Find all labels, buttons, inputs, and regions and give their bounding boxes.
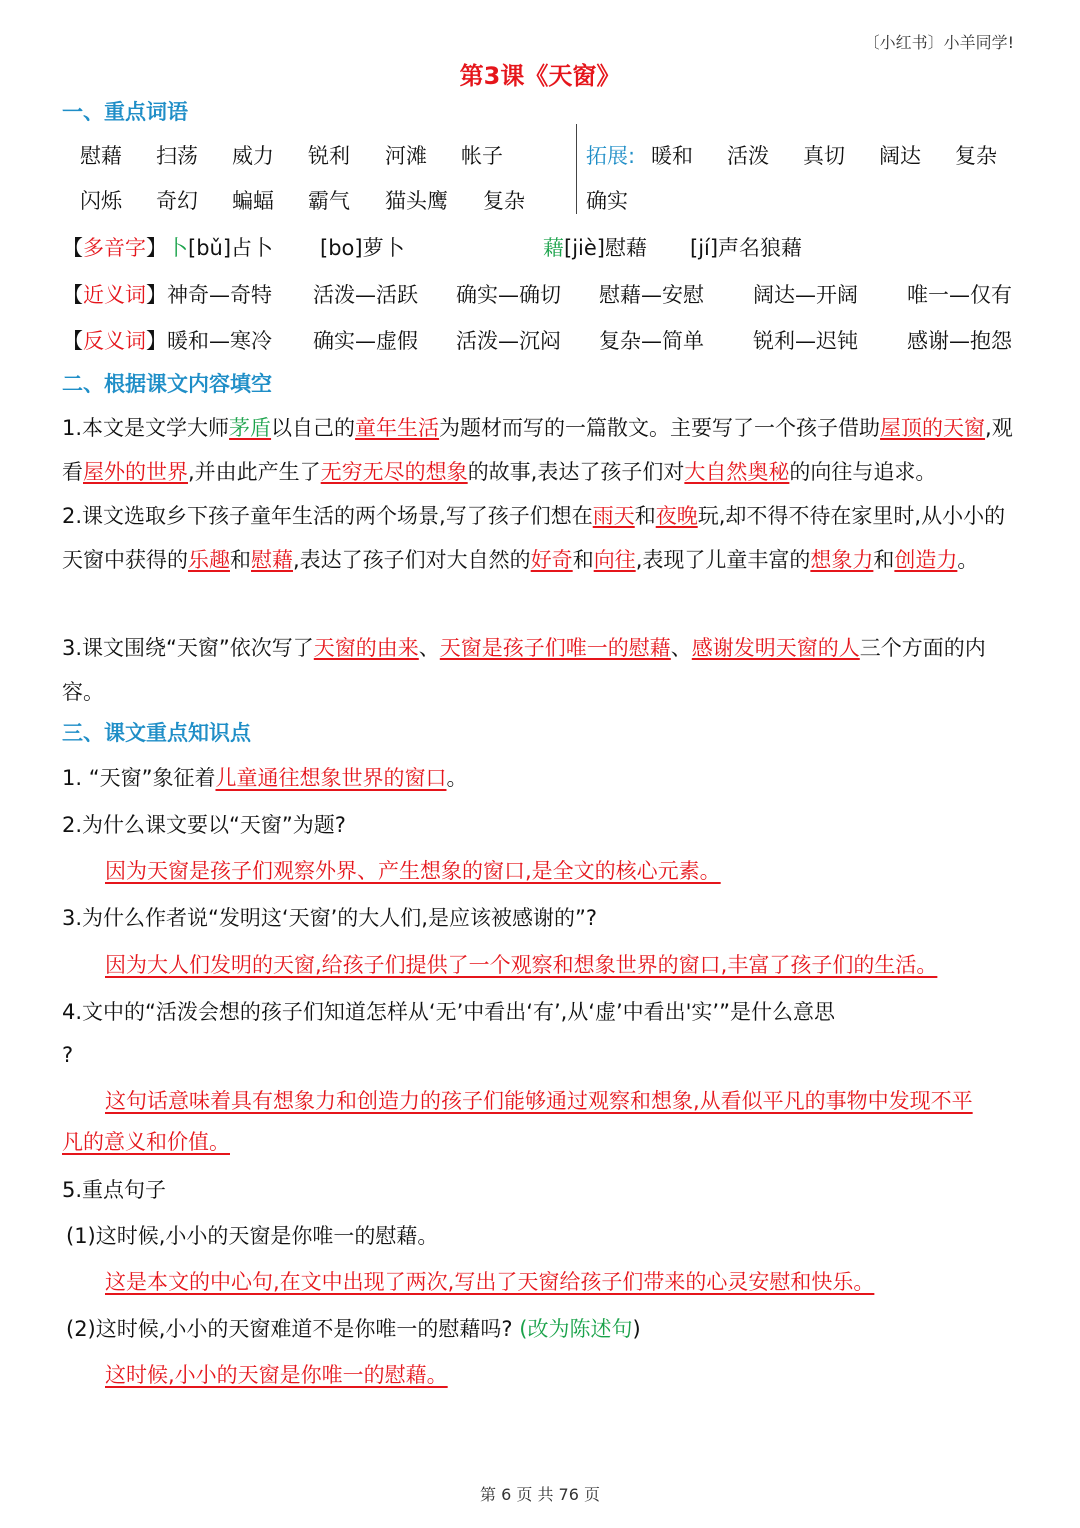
bracket: 】 [146,329,167,353]
word: 河滩 [385,144,427,168]
word: 复杂 [955,144,997,168]
page-title: 第3课《天窗》 [459,62,621,90]
answer-blank: 夜晚 [655,504,698,528]
answer-blank: 向往 [593,548,636,572]
polyphone-char: 卜 [167,236,188,260]
polyphone-entry: [jí]声名狼藉 [690,236,803,260]
answer-blank: 好奇 [530,548,573,572]
answer-blank: 大自然奥秘 [684,460,790,484]
answer-blank: 屋顶的天窗 [880,416,986,440]
divider-line [576,124,577,214]
answer-blank: 童年生活 [355,416,440,440]
polyphone-entry: [bo]萝卜 [320,236,405,260]
fill-paragraph-3: 3.课文围绕“天窗”依次写了天窗的由来、天窗是孩子们唯一的慰藉、感谢发明天窗的人三个方面的内容。 [62,636,986,704]
answer-blank: 天窗的由来 [313,636,419,660]
antonym-pair: 活泼—沉闷 [456,329,561,353]
synonym-pair: 唯一—仅有 [907,283,1012,307]
answer-blank: 感谢发明天窗的人 [691,636,860,660]
answer-blank: 想象力 [810,548,874,572]
key-sentence-2: (2)这时候,小小的天窗难道不是你唯一的慰藉吗? (改为陈述句) [66,1317,641,1341]
bracket: 】 [146,236,167,260]
synonym-pair: 确实—确切 [456,283,561,307]
section2-heading: 二、根据课文内容填空 [62,372,272,396]
word: 威力 [232,144,274,168]
antonym-pair: 感谢—抱怨 [907,329,1012,353]
bracket: 】 [146,283,167,307]
answer-blank: 无穷无尽的想象 [320,460,468,484]
polyphone-entry: [jiè]慰藉 [564,236,647,260]
answer-3: 因为大人们发明的天窗,给孩子们提供了一个观察和想象世界的窗口,丰富了孩子们的生活。 [105,953,938,977]
section3-heading: 三、课文重点知识点 [62,721,251,745]
bracket: 【 [62,236,83,260]
word: 活泼 [727,144,769,168]
question-2: 2.为什么课文要以“天窗”为题? [62,813,346,837]
polyphone-char: 藉 [543,236,564,260]
key-sentence-1: (1)这时候,小小的天窗是你唯一的慰藉。 [66,1224,439,1248]
synonym-pair: 神奇—奇特 [167,283,272,307]
word: 帐子 [461,144,503,168]
synonym-pair: 慰藉—安慰 [599,283,704,307]
word: 闪烁 [80,189,122,213]
word: 复杂 [483,189,525,213]
header-note: 〔小红书〕小羊同学! [863,33,1014,52]
synonym-pair: 活泼—活跃 [313,283,418,307]
answer-blank: 慰藉 [251,548,293,572]
section1-heading: 一、重点词语 [62,100,188,124]
antonym-pair: 复杂—简单 [599,329,704,353]
answer-blank: 创造力 [894,548,958,572]
fill-paragraph-2: 2.课文选取乡下孩子童年生活的两个场景,写了孩子们想在雨天和夜晚玩,却不得不待在家里时,从小小的天窗中获得的乐趣和慰藉,表达了孩子们对大自然的好奇和向往,表现了儿童丰富的想象力和创造力。 [62,504,1006,572]
key-sentence-1-answer: 这是本文的中心句,在文中出现了两次,写出了天窗给孩子们带来的心灵安慰和快乐。 [105,1270,875,1294]
antonym-pair: 锐利—迟钝 [753,329,858,353]
word: 暖和 [651,144,693,168]
word: 霸气 [308,189,350,213]
answer-2: 因为天窗是孩子们观察外界、产生想象的窗口,是全文的核心元素。 [105,859,721,883]
question-4-end: ? [62,1043,74,1067]
word: 猫头鹰 [385,189,448,213]
question-3: 3.为什么作者说“发明这‘天窗’的大人们,是应该被感谢的”? [62,906,597,930]
answer-blank: 茅盾 [229,416,272,440]
polyphone-label: 多音字 [83,236,146,260]
answer-blank: 雨天 [592,504,635,528]
synonym-pair: 阔达—开阔 [753,283,858,307]
answer-blank: 屋外的世界 [83,460,188,484]
fill-paragraph-1: 1.本文是文学大师茅盾以自己的童年生活为题材而写的一篇散文。主要写了一个孩子借助屋顶的天窗,观看屋外的世界,并由此产生了无穷无尽的想象的故事,表达了孩子们对大自然奥秘的向往与追求。 [62,416,1013,484]
answer-blank: 儿童通往想象世界的窗口 [215,766,447,790]
antonym-label: 反义词 [83,329,146,353]
word: 奇幻 [156,189,198,213]
word: 阔达 [879,144,921,168]
answer-blank: 乐趣 [188,548,230,572]
antonym-pair: 暖和—寒冷 [167,329,272,353]
word: 蝙蝠 [232,189,274,213]
question-4: 4.文中的“活泼会想的孩子们知道怎样从‘无’中看出‘有’,从‘虚’中看出'实’”是什么意思 [62,1000,835,1024]
instruction-hint: (改为陈述句 [519,1317,633,1341]
bracket: 【 [62,329,83,353]
page-footer: 第 6 页 共 76 页 [480,1485,600,1504]
word: 扫荡 [156,144,198,168]
word: 确实 [586,189,628,213]
antonym-pair: 确实—虚假 [313,329,418,353]
word: 锐利 [308,144,350,168]
knowledge-point-1: 1. “天窗”象征着儿童通往想象世界的窗口。 [62,766,468,790]
bracket: 【 [62,283,83,307]
key-sentence-2-answer: 这时候,小小的天窗是你唯一的慰藉。 [105,1363,448,1387]
extension-label: 拓展: [586,144,636,168]
word: 慰藉 [80,144,122,168]
key-sentences-title: 5.重点句子 [62,1178,167,1202]
synonym-label: 近义词 [83,283,146,307]
answer-blank: 天窗是孩子们唯一的慰藉 [439,636,671,660]
word: 真切 [803,144,845,168]
polyphone-entry: [bǔ]占卜 [188,236,274,260]
answer-4: 这句话意味着具有想象力和创造力的孩子们能够通过观察和想象,从看似平凡的事物中发现不平 [105,1089,973,1113]
answer-4-cont: 凡的意义和价值。 [62,1130,230,1154]
